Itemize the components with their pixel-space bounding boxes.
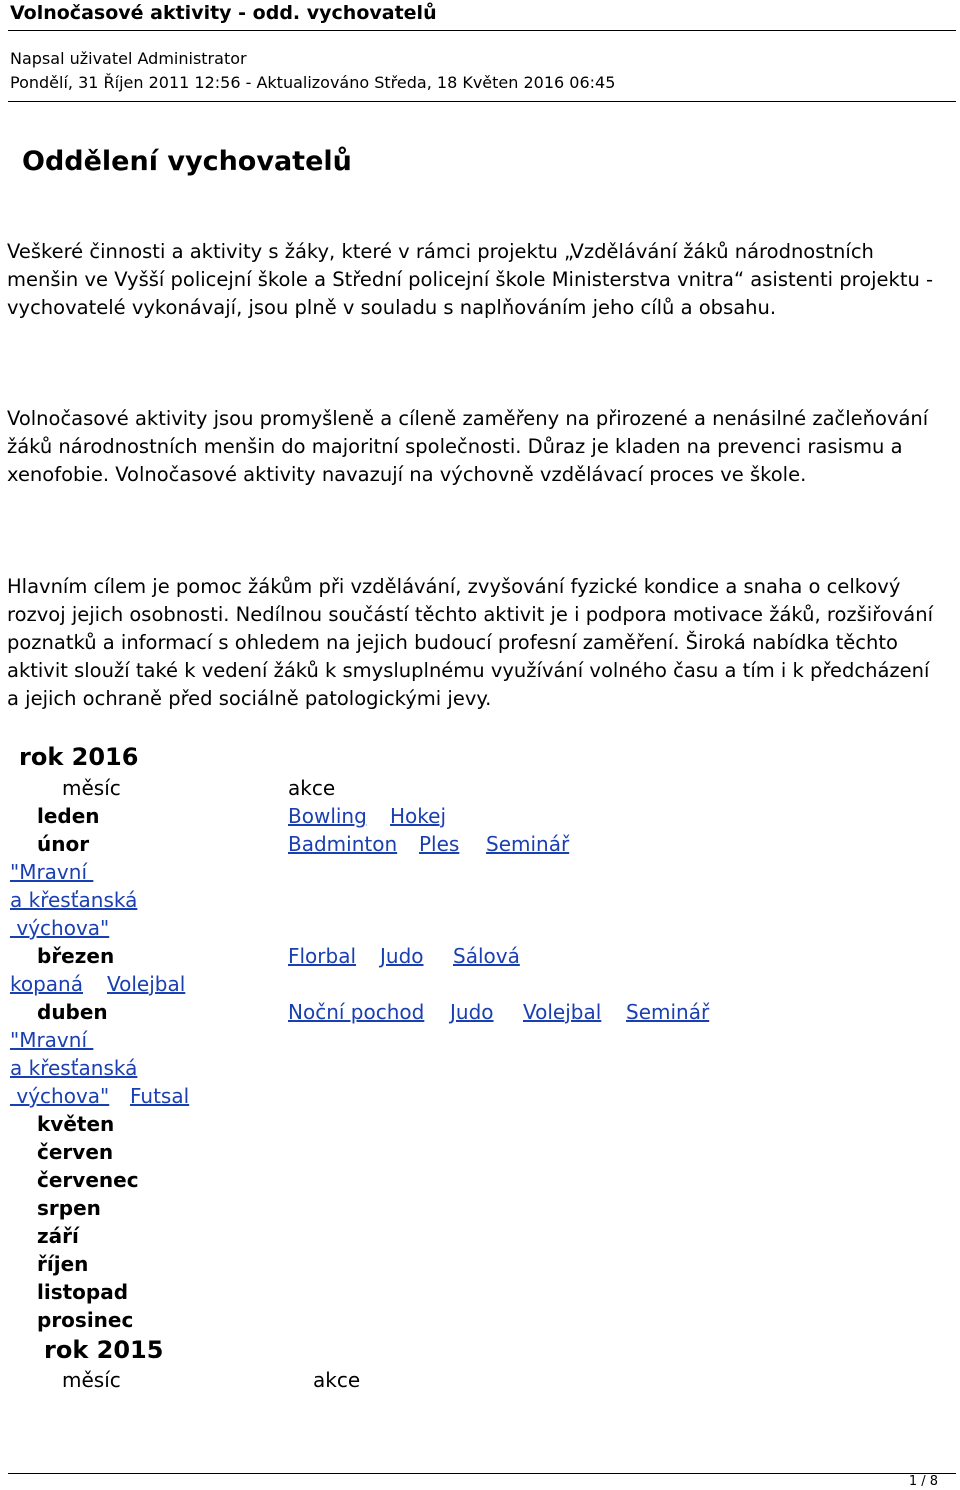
month-rijen: říjen: [37, 1252, 89, 1276]
link-mravni-vychova[interactable]: a křesťanská: [10, 888, 138, 912]
paragraph-line: a jejich ochraně před sociálně patologickými jevy.: [7, 687, 492, 710]
link-mravni-vychova[interactable]: "Mravní: [10, 1028, 94, 1052]
paragraph-line: Hlavním cílem je pomoc žákům při vzdělávání, zvyšování fyzické kondice a snaha o celkový: [7, 575, 901, 598]
link-badminton[interactable]: Badminton: [288, 832, 398, 856]
meta-divider: [8, 101, 956, 102]
month-cerven: červen: [37, 1140, 114, 1164]
month-zari: září: [37, 1224, 79, 1248]
link-mravni-vychova[interactable]: a křesťanská: [10, 1056, 138, 1080]
year-2016-heading: rok 2016: [19, 743, 139, 771]
column-header-action: akce: [313, 1368, 361, 1392]
link-hokej[interactable]: Hokej: [390, 804, 447, 828]
date-line: Pondělí, 31 Říjen 2011 12:56 - Aktualizováno Středa, 18 Květen 2016 06:45: [10, 73, 616, 92]
paragraph-3: [7, 573, 952, 713]
link-ples[interactable]: Ples: [419, 832, 460, 856]
month-cervenec: červenec: [37, 1168, 139, 1192]
link-volejbal[interactable]: Volejbal: [107, 972, 186, 996]
link-salova-kopana[interactable]: kopaná: [10, 972, 83, 996]
paragraph-line: aktivit slouží také k vedení žáků k smysluplnému využívání volného času a tím i k předcházení: [7, 659, 930, 682]
header-divider: [8, 30, 956, 31]
year-2015-heading: rok 2015: [44, 1336, 164, 1364]
month-leden: leden: [37, 804, 100, 828]
paragraph-line: žáků národnostních menšin do majoritní společnosti. Důraz je kladen na prevenci rasismu a: [7, 435, 903, 458]
link-judo[interactable]: Judo: [450, 1000, 494, 1024]
link-bowling[interactable]: Bowling: [288, 804, 367, 828]
month-duben: duben: [37, 1000, 108, 1024]
paragraph-line: menšin ve Vyšší policejní škole a Střední policejní škole Ministerstva vnitra“ asistenti projektu -: [7, 268, 934, 291]
paragraph-line: vychovatelé vykonávají, jsou plně v souladu s naplňováním jeho cílů a obsahu.: [7, 296, 777, 319]
footer-divider: [8, 1473, 956, 1474]
page-header-title: Volnočasové aktivity - odd. vychovatelů: [10, 2, 437, 24]
column-header-action: akce: [288, 776, 336, 800]
link-mravni-vychova[interactable]: výchova": [10, 1084, 110, 1108]
link-futsal[interactable]: Futsal: [130, 1084, 190, 1108]
paragraph-line: poznatků a informací s ohledem na jejich budoucí profesní zaměření. Široká nabídka těchto: [7, 631, 898, 654]
month-listopad: listopad: [37, 1280, 129, 1304]
link-nocni-pochod[interactable]: Noční pochod: [288, 1000, 425, 1024]
paragraph-line: Veškeré činnosti a aktivity s žáky, které v rámci projektu „Vzdělávání žáků národnostních: [7, 240, 874, 263]
page-number: 1 / 8: [908, 1474, 938, 1489]
author-line: Napsal uživatel Administrator: [10, 49, 247, 68]
paragraph-2: [7, 405, 952, 489]
article-heading: Oddělení vychovatelů: [22, 146, 352, 177]
link-mravni-vychova[interactable]: výchova": [10, 916, 110, 940]
link-florbal[interactable]: Florbal: [288, 944, 357, 968]
month-unor: únor: [37, 832, 90, 856]
paragraph-line: xenofobie. Volnočasové aktivity navazují na výchovně vzdělávací proces ve škole.: [7, 463, 807, 486]
month-kveten: květen: [37, 1112, 115, 1136]
month-prosinec: prosinec: [37, 1308, 134, 1332]
paragraph-line: rozvoj jejich osobnosti. Nedílnou součástí těchto aktivit je i podpora motivace žáků, rozšiřování: [7, 603, 934, 626]
paragraph-line: Volnočasové aktivity jsou promyšleně a cíleně zaměřeny na přirozené a nenásilné začleňování: [7, 407, 929, 430]
link-volejbal[interactable]: Volejbal: [523, 1000, 602, 1024]
link-judo[interactable]: Judo: [380, 944, 424, 968]
link-seminar[interactable]: Seminář: [486, 832, 570, 856]
link-salova-kopana[interactable]: Sálová: [453, 944, 520, 968]
month-brezen: březen: [37, 944, 115, 968]
link-mravni-vychova[interactable]: "Mravní: [10, 860, 94, 884]
paragraph-1: [7, 238, 952, 322]
column-header-month: měsíc: [62, 776, 121, 800]
link-seminar[interactable]: Seminář: [626, 1000, 710, 1024]
month-srpen: srpen: [37, 1196, 101, 1220]
column-header-month: měsíc: [62, 1368, 121, 1392]
